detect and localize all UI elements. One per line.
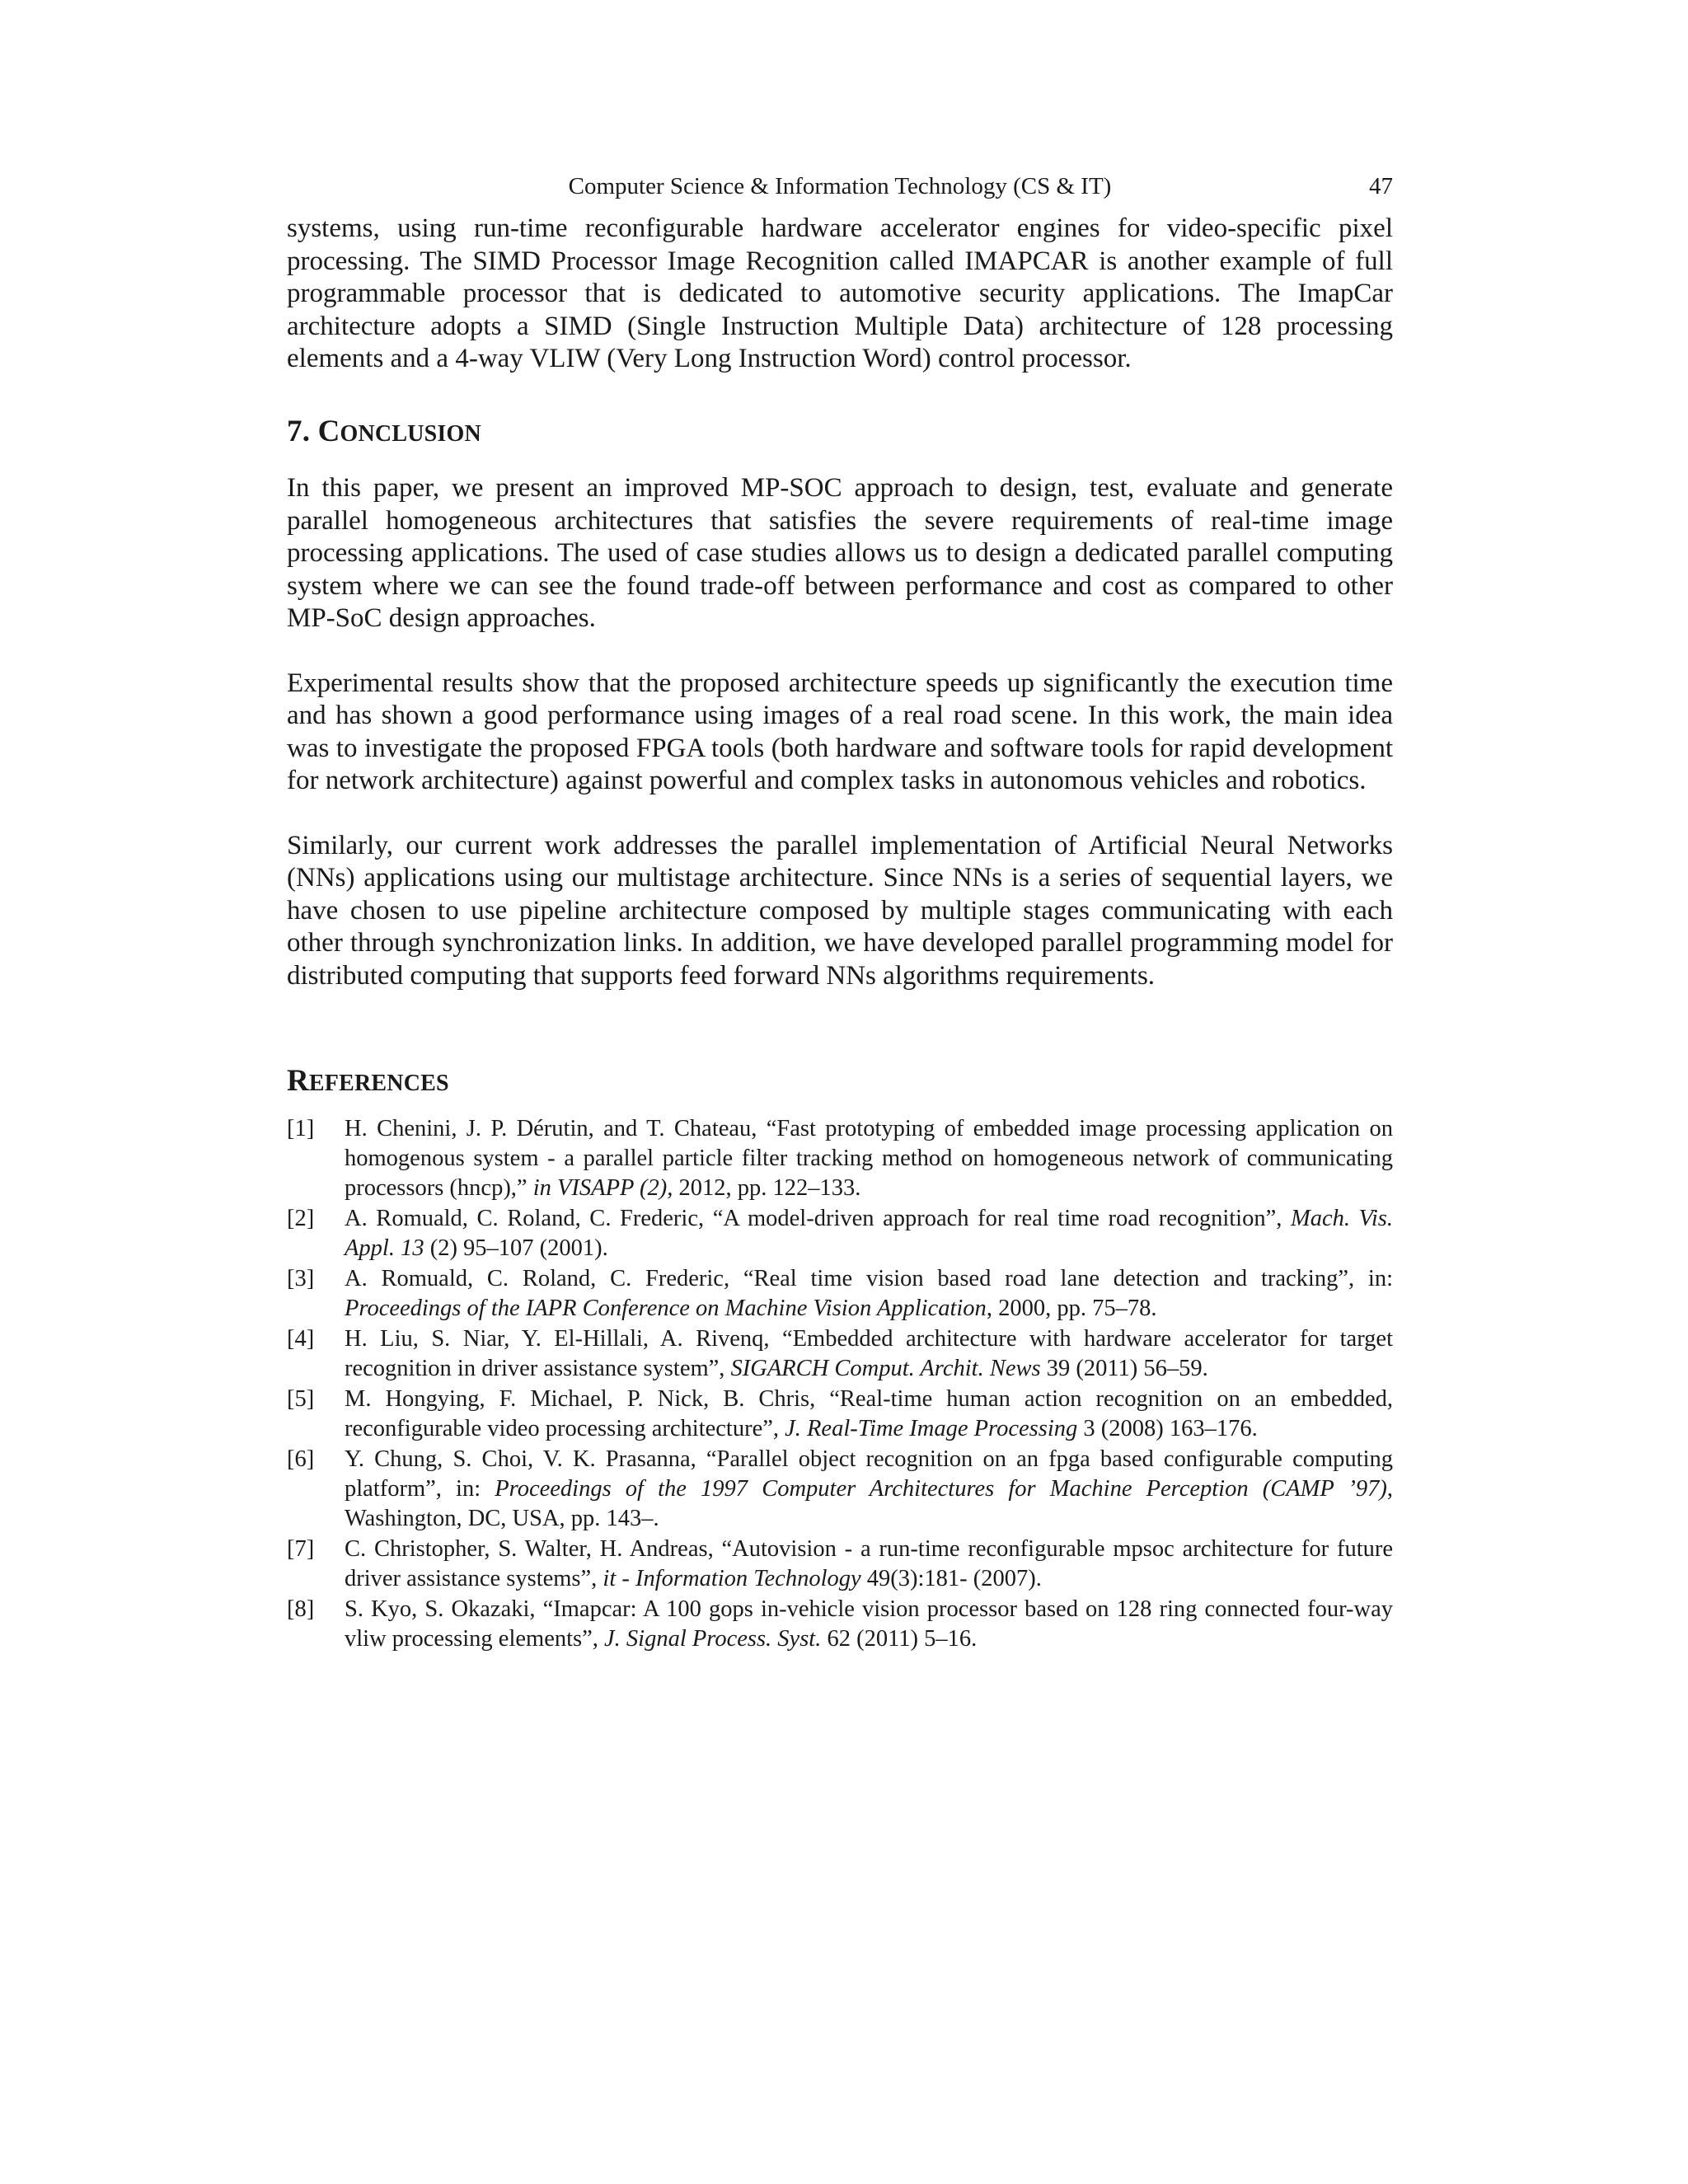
reference-item-5	[287, 1385, 1393, 1444]
page-number: 47	[1369, 173, 1393, 199]
reference-text: M. Hongying, F. Michael, P. Nick, B. Chris, “Real-time human action recognition on an embedded, reconfigurable video processing architecture”,	[345, 1386, 1393, 1441]
reference-venue: Proceedings of the IAPR Conference on Machine Vision Application	[345, 1296, 987, 1321]
reference-details: (2) 95–107 (2001).	[424, 1235, 608, 1261]
journal-title: Computer Science & Information Technology (CS & IT)	[568, 173, 1112, 199]
references-heading-rest: EFERENCES	[308, 1071, 449, 1096]
reference-venue: Proceedings of the 1997 Computer Architectures for Machine Perception (CAMP ’97)	[495, 1476, 1387, 1502]
conclusion-paragraph-2: Experimental results show that the proposed architecture speeds up significantly the execution time and has shown a good performance using images of a real road scene. In this work, the main idea was to investigate the proposed FPGA tools (both hardware and software tools for rapid development for network architecture) against powerful and complex tasks in autonomous vehicles and robotics.	[287, 668, 1393, 795]
references-heading	[287, 1063, 449, 1102]
reference-text: A. Romuald, C. Roland, C. Frederic, “Real time vision based road lane detection and tracking”, in:	[345, 1266, 1393, 1291]
reference-number: [7]	[287, 1536, 315, 1562]
reference-details: , 2000, pp. 75–78.	[986, 1296, 1157, 1321]
reference-item-4	[287, 1324, 1393, 1384]
reference-text: H. Liu, S. Niar, Y. El-Hillali, A. Rivenq, “Embedded architecture with hardware accelerator for target recognition in driver assistance system”,	[345, 1326, 1393, 1381]
reference-text: A. Romuald, C. Roland, C. Frederic, “A model-driven approach for real time road recognition”,	[345, 1206, 1291, 1231]
reference-text: H. Chenini, J. P. Dérutin, and T. Chateau, “Fast prototyping of embedded image processing application on homogenous system - a parallel particle filter tracking method on homogeneous network of communicating processors (hncp),”	[345, 1116, 1393, 1201]
reference-number: [3]	[287, 1266, 315, 1291]
reference-details: 39 (2011) 56–59.	[1040, 1356, 1208, 1381]
reference-text: Y. Chung, S. Choi, V. K. Prasanna, “Parallel object recognition on an fpga based configurable computing platform”, in:	[345, 1446, 1393, 1502]
reference-number: [2]	[287, 1206, 315, 1231]
reference-text: S. Kyo, S. Okazaki, “Imapcar: A 100 gops in-vehicle vision processor based on 128 ring connected four-way vliw processing elements”,	[345, 1596, 1393, 1652]
reference-details: 49(3):181- (2007).	[860, 1566, 1042, 1591]
reference-venue: J. Real-Time Image Processing	[785, 1416, 1078, 1441]
reference-details: , Washington, DC, USA, pp. 143–.	[345, 1476, 1393, 1531]
running-header	[287, 170, 1393, 203]
reference-number: [1]	[287, 1116, 315, 1141]
conclusion-heading-initial: C	[317, 415, 340, 448]
reference-item-6	[287, 1445, 1393, 1534]
intro-paragraph: systems, using run-time reconfigurable hardware accelerator engines for video-specific pixel processing. The SIMD Processor Image Recognition called IMAPCAR is another example of full programmable processor that is dedicated to automotive security applications. The ImapCar architecture adopts a SIMD (Single Instruction Multiple Data) architecture of 128 processing elements and a 4-way VLIW (Very Long Instruction Word) control processor.	[287, 213, 1393, 373]
reference-text: C. Christopher, S. Walter, H. Andreas, “Autovision - a run-time reconfigurable mpsoc architecture for future driver assistance systems”,	[345, 1536, 1393, 1591]
reference-number: [6]	[287, 1446, 315, 1472]
reference-venue: it - Information Technology	[603, 1566, 861, 1591]
reference-details: 2012, pp. 122–133.	[673, 1175, 861, 1201]
reference-number: [8]	[287, 1596, 315, 1622]
reference-number: [5]	[287, 1386, 315, 1412]
conclusion-heading-number: 7.	[287, 415, 318, 448]
reference-item-7	[287, 1535, 1393, 1594]
intro-section	[287, 213, 1393, 376]
conclusion-paragraph-3: Similarly, our current work addresses the parallel implementation of Artificial Neural Networks (NNs) applications using our multistage architecture. Since NNs is a series of sequential layers, we have chosen to use pipeline architecture composed by multiple stages communicating with each other through synchronization links. In addition, we have developed parallel programming model for distributed computing that supports feed forward NNs algorithms requirements.	[287, 830, 1393, 991]
references-heading-initial: R	[287, 1064, 309, 1098]
reference-venue: J. Signal Process. Syst.	[604, 1626, 822, 1652]
conclusion-body	[287, 472, 1393, 992]
reference-venue: Mach. Vis. Appl. 13	[345, 1206, 1393, 1261]
reference-venue: SIGARCH Comput. Archit. News	[730, 1356, 1041, 1381]
reference-number: [4]	[287, 1326, 315, 1352]
reference-item-2	[287, 1204, 1393, 1263]
reference-item-3	[287, 1264, 1393, 1324]
conclusion-heading	[287, 414, 481, 452]
conclusion-heading-rest: ONCLUSION	[340, 421, 481, 447]
reference-details: 3 (2008) 163–176.	[1077, 1416, 1258, 1441]
conclusion-paragraph-1: In this paper, we present an improved MP-SOC approach to design, test, evaluate and generate parallel homogeneous architectures that satisfies the severe requirements of real-time image processing applications. The used of case studies allows us to design a dedicated parallel computing system where we can see the found trade-off between performance and cost as compared to other MP-SoC design approaches.	[287, 473, 1393, 633]
reference-details: 62 (2011) 5–16.	[821, 1626, 978, 1652]
reference-venue: in VISAPP (2),	[532, 1175, 673, 1201]
reference-list	[287, 1114, 1393, 1654]
reference-item-1	[287, 1114, 1393, 1203]
reference-item-8	[287, 1595, 1393, 1654]
